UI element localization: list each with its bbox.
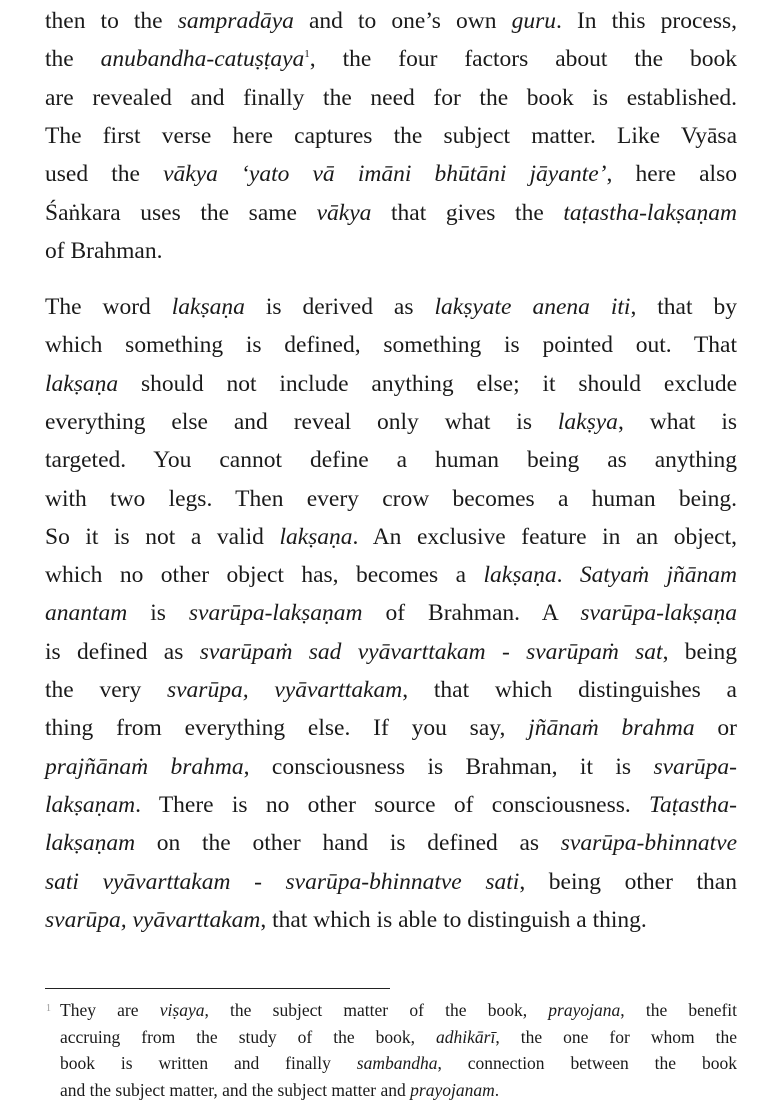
footnote-line <box>60 1079 737 1101</box>
text-run: book is written and finally <box>60 1053 357 1074</box>
italic-term: Taṭastha- <box>649 791 737 818</box>
italic-term: anubandha-catuṣṭaya <box>100 46 305 73</box>
text-run: , here also <box>606 161 737 188</box>
text-line <box>45 369 737 399</box>
text-run: thing from everything else. If you say, <box>45 715 529 742</box>
text-run: the very <box>45 677 167 703</box>
text-line <box>45 44 737 74</box>
text-line <box>45 292 737 322</box>
text-run: . There is no other source of consciousness. <box>135 791 650 818</box>
text-line <box>45 330 737 360</box>
text-run: Śaṅkara uses the same <box>45 199 317 226</box>
italic-term: svarūpa-lakṣaṇam <box>188 600 363 627</box>
text-run: , what is <box>617 408 737 435</box>
italic-term: viṣaya <box>159 1000 205 1020</box>
italic-term: sambandha <box>356 1053 438 1074</box>
text-run: of Brahman. <box>45 237 163 264</box>
text-run: the <box>45 46 101 73</box>
text-line <box>45 598 737 628</box>
text-run: with two legs. Then every crow becomes a human being. <box>45 485 737 512</box>
text-run: , that which is able to distinguish a thing. <box>260 906 647 933</box>
text-run: is defined as <box>45 638 200 665</box>
text-run: . In this process, <box>555 8 737 34</box>
text-run: , the one for whom the <box>495 1026 737 1047</box>
italic-term: anantam <box>45 600 128 627</box>
text-run: should not include anything else; it should exclude <box>118 370 737 397</box>
text-run: , connection between the book <box>437 1053 737 1074</box>
text-run: The word <box>45 294 172 320</box>
text-line <box>45 236 737 266</box>
text-run: or <box>694 715 737 742</box>
footnote-marker: 1 <box>46 1003 51 1014</box>
text-line <box>45 867 737 897</box>
italic-term: sampradāya <box>177 8 294 34</box>
text-line <box>45 713 737 743</box>
text-line <box>45 407 737 437</box>
text-line <box>45 790 737 820</box>
text-run: , being other than <box>519 868 737 895</box>
footnote-divider <box>45 988 390 989</box>
italic-term: sati vyāvarttakam - svarūpa-bhinnatve sati <box>45 868 520 895</box>
text-run: , being <box>662 638 737 665</box>
italic-term: prayojanam <box>410 1080 495 1101</box>
text-line <box>45 522 737 552</box>
text-line <box>45 560 737 590</box>
text-run: on the other hand is defined as <box>135 830 561 857</box>
italic-term: lakṣaṇa <box>45 370 119 397</box>
text-run: everything else and reveal only what is <box>45 408 558 435</box>
text-run: So it is not a valid <box>45 523 280 550</box>
text-line <box>45 828 737 858</box>
italic-term: svarūpa, vyāvarttakam <box>45 906 261 933</box>
italic-term: lakṣaṇam <box>45 791 136 818</box>
italic-term: lakṣyate anena iti <box>434 294 631 320</box>
italic-term: vākya <box>316 199 372 226</box>
text-line <box>45 121 737 151</box>
footnote-line <box>60 1026 737 1048</box>
text-run: , the four factors about the book <box>309 46 737 73</box>
text-line <box>45 675 737 705</box>
text-run: , the subject matter of the book, <box>204 1000 549 1020</box>
italic-term: prajñānaṁ brahma <box>45 753 244 780</box>
text-run: , consciousness is Brahman, it is <box>243 753 654 780</box>
footnote-line <box>60 999 737 1021</box>
text-run: . <box>494 1080 500 1101</box>
text-run: The first verse here captures the subject matter. Like Vyāsa <box>45 122 737 149</box>
text-run: that gives the <box>371 199 564 226</box>
text-run: . <box>556 562 580 589</box>
text-line <box>45 159 737 189</box>
text-run: then to the <box>45 8 178 34</box>
italic-term: Satyaṁ jñānam <box>579 562 738 589</box>
text-run: are revealed and finally the need for the book is established. <box>45 84 737 111</box>
italic-term: lakṣaṇa <box>483 562 557 589</box>
text-run: which no other object has, becomes a <box>45 562 484 589</box>
italic-term: svarūpa-lakṣaṇa <box>580 600 737 627</box>
text-run: , that by <box>630 294 737 320</box>
text-run: and to one’s own <box>293 8 512 34</box>
text-line <box>45 484 737 514</box>
text-line <box>45 445 737 475</box>
text-run: accruing from the study of the book, <box>60 1026 437 1047</box>
italic-term: adhikārī <box>436 1026 496 1047</box>
text-run: which something is defined, something is pointed out. That <box>45 332 737 359</box>
text-line <box>45 905 737 935</box>
italic-term: taṭastha-lakṣaṇam <box>563 199 737 226</box>
text-run: , that which distinguishes a <box>402 677 737 703</box>
text-line <box>45 637 737 667</box>
italic-term: vākya ‘yato vā imāni bhūtāni jāyante’ <box>163 161 607 188</box>
text-run: , the benefit <box>620 1000 738 1020</box>
text-line <box>45 83 737 113</box>
italic-term: lakṣaṇa <box>171 294 245 320</box>
italic-term: svarūpa, vyāvarttakam <box>166 677 403 703</box>
italic-term: prayojana <box>548 1000 621 1020</box>
italic-term: lakṣaṇa <box>279 523 353 550</box>
text-run: targeted. You cannot define a human being as anything <box>45 447 737 474</box>
text-line <box>45 198 737 228</box>
text-run: is <box>127 600 189 627</box>
footnote-line <box>60 1052 737 1074</box>
text-run: is derived as <box>244 294 435 320</box>
text-line <box>45 752 737 782</box>
footnote-ref: 1 <box>304 48 310 61</box>
italic-term: svarūpa-bhinnatve <box>560 830 737 857</box>
italic-term: lakṣaṇam <box>45 830 136 857</box>
text-line <box>45 6 737 36</box>
italic-term: jñānaṁ brahma <box>528 715 695 742</box>
text-run: and the subject matter, and the subject matter and <box>60 1080 411 1101</box>
italic-term: guru <box>511 8 556 34</box>
text-run: used the <box>45 161 164 188</box>
italic-term: lakṣya <box>557 408 618 435</box>
text-run: . An exclusive feature in an object, <box>352 523 737 550</box>
text-run: of Brahman. A <box>362 600 581 627</box>
italic-term: svarūpaṁ sad vyāvarttakam - svarūpaṁ sat <box>199 638 663 665</box>
text-run: They are <box>60 1000 160 1020</box>
italic-term: svarūpa- <box>653 753 737 780</box>
